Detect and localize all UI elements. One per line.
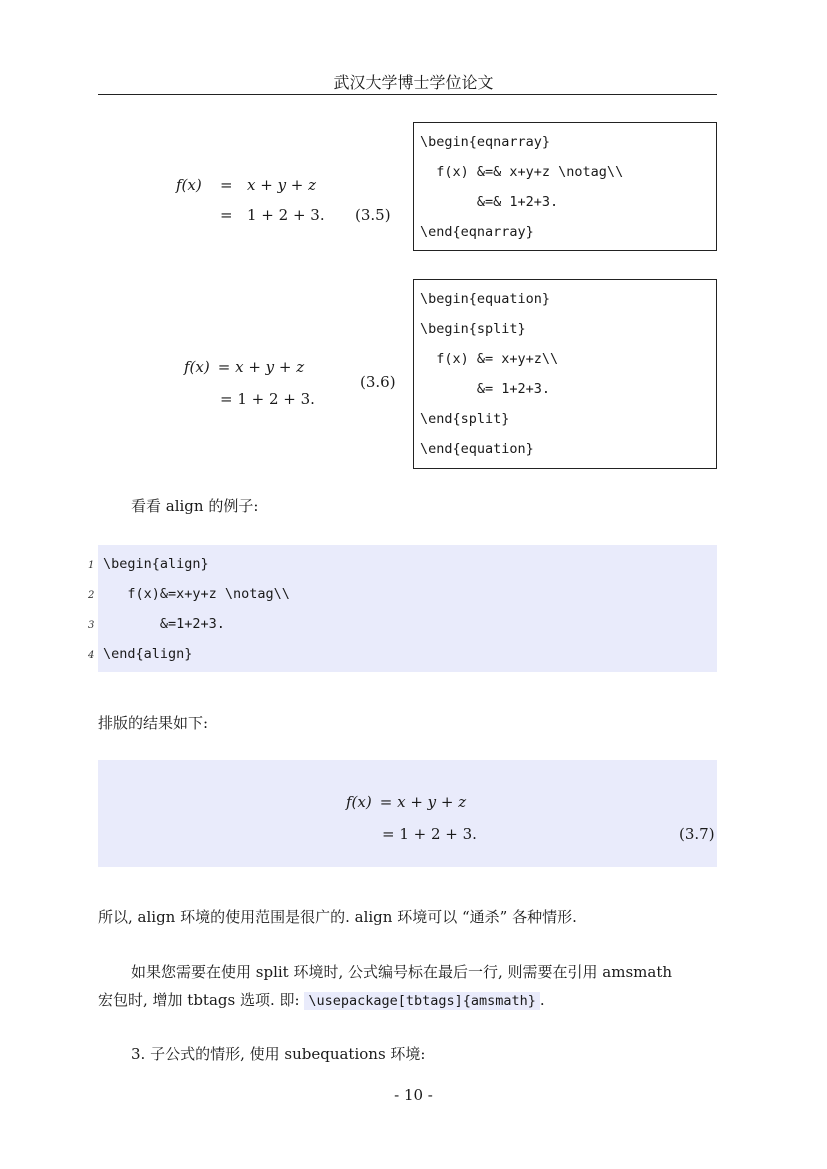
paragraph-line: 如果您需要在使用 split 环境时, 公式编号标在最后一行, 则需要在引用 amsmath <box>131 963 673 981</box>
eq35-lhs: f(x) <box>176 176 202 194</box>
eq36-lhs: f(x) <box>184 358 210 376</box>
eq37-lhs: f(x) <box>346 793 372 811</box>
code-line: f(x) &=& x+y+z \notag\\ <box>420 164 624 180</box>
code-line: \begin{split} <box>420 321 526 337</box>
paragraph-line <box>98 989 545 1010</box>
line-number: 3 <box>88 620 95 631</box>
code-line: \begin{eqnarray} <box>420 134 551 150</box>
eq35-rhs-1: x + y + z <box>247 176 317 194</box>
eq37-rhs-1: = x + y + z <box>375 793 467 811</box>
code-line: \end{align} <box>103 646 193 662</box>
eq36-code-box <box>413 279 717 469</box>
eq35-rel-2: = <box>220 206 233 224</box>
paragraph-text: 宏包时, 增加 tbtags 选项. 即: <box>98 991 305 1009</box>
header-rule <box>98 94 717 95</box>
paragraph: 所以, align 环境的使用范围是很广的. align 环境可以 “通杀” 各种情形. <box>98 908 577 926</box>
inline-code: \usepackage[tbtags]{amsmath} <box>304 992 540 1010</box>
eq37-tag: (3.7) <box>679 825 715 843</box>
line-number: 1 <box>88 560 95 571</box>
line-number: 2 <box>88 590 95 601</box>
code-line: f(x)&=x+y+z \notag\\ <box>103 586 290 602</box>
running-header: 武汉大学博士学位论文 <box>333 73 494 92</box>
eq36-rhs-1: = x + y + z <box>213 358 305 376</box>
eq36-rhs-2: = 1 + 2 + 3. <box>220 390 315 408</box>
align-intro-text: 看看 align 的例子: <box>131 497 259 515</box>
code-line: \begin{equation} <box>420 291 551 307</box>
eq35-rhs-2: 1 + 2 + 3. <box>247 206 325 224</box>
code-line: &=1+2+3. <box>103 616 225 632</box>
eq35-tag: (3.5) <box>355 206 391 224</box>
line-number: 4 <box>88 650 95 661</box>
code-line: &= 1+2+3. <box>420 381 551 397</box>
page-number: - 10 - <box>394 1086 433 1104</box>
eq36-tag: (3.6) <box>360 373 396 391</box>
paragraph-text: . <box>539 991 545 1009</box>
eq35-code-box <box>413 122 717 251</box>
eq37-rhs-2: = 1 + 2 + 3. <box>382 825 477 843</box>
code-line: \begin{align} <box>103 556 209 572</box>
code-line: f(x) &= x+y+z\\ <box>420 351 559 367</box>
code-line: &=& 1+2+3. <box>420 194 559 210</box>
eq35-rel-1: = <box>220 176 233 194</box>
result-intro-text: 排版的结果如下: <box>98 714 209 732</box>
code-line: \end{eqnarray} <box>420 224 534 240</box>
paragraph: 3. 子公式的情形, 使用 subequations 环境: <box>131 1045 426 1063</box>
align-result-box <box>98 760 717 867</box>
code-line: \end{split} <box>420 411 510 427</box>
code-line: \end{equation} <box>420 441 534 457</box>
